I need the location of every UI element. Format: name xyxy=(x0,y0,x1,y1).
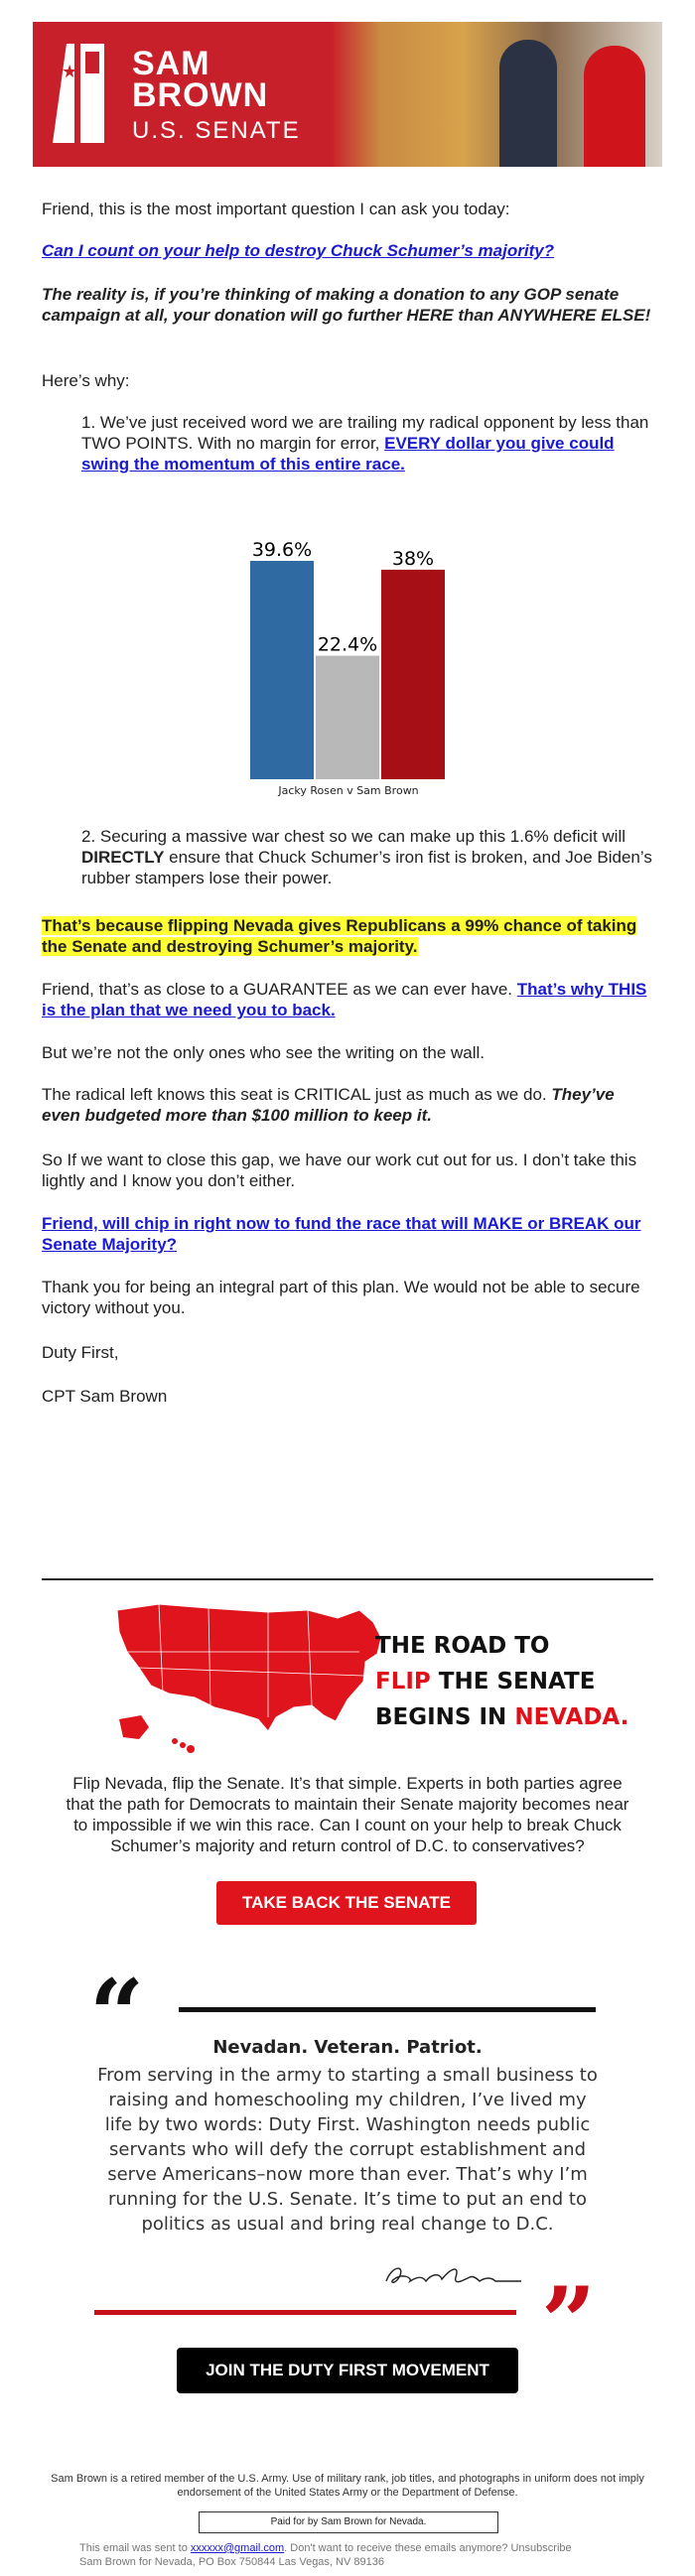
point-two-bold: DIRECTLY xyxy=(81,848,165,867)
footer-email-line xyxy=(79,2541,635,2555)
recipient-email-link[interactable]: xxxxxx@gmail.com xyxy=(190,2542,285,2554)
join-duty-first-button[interactable]: JOIN THE DUTY FIRST MOVEMENT xyxy=(177,2348,518,2393)
road-line-2 xyxy=(375,1664,628,1699)
chip-in-paragraph xyxy=(42,1213,657,1255)
radical-text: The radical left knows this seat is CRITICAL just as much as we do. xyxy=(42,1085,552,1104)
road-begins: BEGINS IN xyxy=(375,1704,515,1730)
road-flip-word: FLIP xyxy=(375,1669,431,1695)
alaska-shape xyxy=(119,1715,149,1739)
road-nevada-word: NEVADA. xyxy=(514,1704,629,1730)
point-one xyxy=(81,412,657,475)
highlight-text: That’s because flipping Nevada gives Republicans a 99% chance of taking the Senate and destroying Schumer’s majority. xyxy=(42,916,637,956)
signoff: Duty First, xyxy=(42,1343,119,1362)
take-back-senate-button[interactable]: TAKE BACK THE SENATE xyxy=(216,1881,477,1925)
sent-to-prefix: This email was sent to xyxy=(79,2542,191,2554)
bar-value-label: 39.6% xyxy=(251,539,313,561)
flip-nevada-text: Flip Nevada, flip the Senate. It’s that simple. Experts in both parties agree that the path for Democrats to maintain their Senate majority becomes near to impossible if we win this race. Can I count on your help to break Chuck Schumer’s majority and return control of D.C. to conservatives? xyxy=(66,1774,629,1855)
quote-title: Nevadan. Veteran. Patriot. xyxy=(212,2037,483,2058)
question-link[interactable]: Can I count on your help to destroy Chuck Schumer’s majority? xyxy=(42,241,555,260)
guarantee-paragraph xyxy=(42,979,657,1020)
point-two xyxy=(81,826,657,888)
point-one-text: 1. We’ve just received word we are trailing my radical opponent by less than TWO POINTS. With no margin for error, xyxy=(81,413,649,453)
military-disclaimer: Sam Brown is a retired member of the U.S. Army. Use of military rank, job titles, and photographs in uniform does not imply endorsement of the United States Army or the Department of Defense. xyxy=(51,2473,644,2499)
header-name-line2: BROWN xyxy=(132,76,269,114)
open-quote-icon: “ xyxy=(89,1959,145,2071)
greeting: Friend, this is the most important question I can ask you today: xyxy=(42,200,510,218)
bar-undecided xyxy=(316,656,379,779)
road-line-2-rest: THE SENATE xyxy=(430,1669,596,1695)
bar-value-label: 22.4% xyxy=(317,633,378,656)
campaign-logo-icon xyxy=(53,44,104,143)
close-quote-icon: ” xyxy=(541,2266,597,2378)
photo-figure-man xyxy=(499,40,557,167)
quote-rule-top xyxy=(179,2007,596,2012)
header-name-line1: SAM xyxy=(132,45,210,82)
guarantee-text: Friend, that’s as close to a GUARANTEE as we can ever have. xyxy=(42,980,517,999)
radical-bold: They’ve even budgeted more than $100 million to keep it. xyxy=(42,1085,615,1125)
writing-wall: But we’re not the only ones who see the writing on the wall. xyxy=(42,1043,486,1062)
chart-x-label: Jacky Rosen v Sam Brown xyxy=(278,784,419,797)
radical-paragraph xyxy=(42,1084,657,1126)
bar-sam-brown xyxy=(381,570,445,779)
highlight-paragraph xyxy=(42,915,657,957)
signature-name: CPT Sam Brown xyxy=(42,1387,168,1406)
close-gap: So If we want to close this gap, we have our work cut out for us. I don’t take this lightly and I know you don’t either. xyxy=(42,1151,637,1190)
quote-rule-bottom xyxy=(94,2310,516,2315)
poll-bar-chart xyxy=(228,501,467,799)
us-map-icon xyxy=(117,1604,381,1731)
footer-address: Sam Brown for Nevada, PO Box 750844 Las Vegas, NV 89136 xyxy=(79,2556,384,2568)
thanks: Thank you for being an integral part of this plan. We would not be able to secure victory without you. xyxy=(42,1278,640,1317)
point-two-text-a: 2. Securing a massive war chest so we can make up this 1.6% deficit will xyxy=(81,827,626,846)
reality-text: The reality is, if you’re thinking of making a donation to any GOP senate campaign at all, your donation will go further HERE than ANYWHERE ELSE! xyxy=(42,285,651,325)
bar-jacky-rosen xyxy=(250,561,314,779)
header-banner xyxy=(33,22,662,167)
quote-text: From serving in the army to starting a small business to raising and homeschooling my children, I’ve lived my life by two words: Duty First. Washington needs public servants who will defy the corrupt establishment and serve Americans–now more than ever. That’s why I’m running for the U.S. Senate. It’s time to put an end to politics as usual and bring real change to D.C. xyxy=(97,2065,598,2235)
road-line-1: THE ROAD TO xyxy=(375,1633,550,1659)
road-to-flip-headline xyxy=(375,1628,628,1735)
road-line-3 xyxy=(375,1699,628,1735)
header-candidate-name xyxy=(132,45,269,114)
header-office: U.S. SENATE xyxy=(132,117,301,144)
paid-for-box: Paid for by Sam Brown for Nevada. xyxy=(199,2511,498,2533)
question-paragraph xyxy=(42,240,657,261)
bar-value-label: 38% xyxy=(391,547,435,570)
point-one-link[interactable]: EVERY dollar you give could swing the momentum of this entire race. xyxy=(81,434,615,474)
svg-text:★: ★ xyxy=(62,62,78,82)
handwritten-signature xyxy=(382,2259,526,2291)
section-divider xyxy=(42,1578,653,1580)
guarantee-link[interactable]: That’s why THIS is the plan that we need you to back. xyxy=(42,980,647,1019)
chip-in-link[interactable]: Friend, will chip in right now to fund the race that will MAKE or BREAK our Senate Majority? xyxy=(42,1214,641,1254)
point-two-text-b: ensure that Chuck Schumer’s iron fist is broken, and Joe Biden’s rubber stampers lose their power. xyxy=(81,848,652,887)
unsubscribe-text[interactable]: . Don't want to receive these emails anymore? Unsubscribe xyxy=(284,2542,572,2554)
heres-why: Here’s why: xyxy=(42,371,130,390)
photo-figure-woman xyxy=(584,46,645,167)
